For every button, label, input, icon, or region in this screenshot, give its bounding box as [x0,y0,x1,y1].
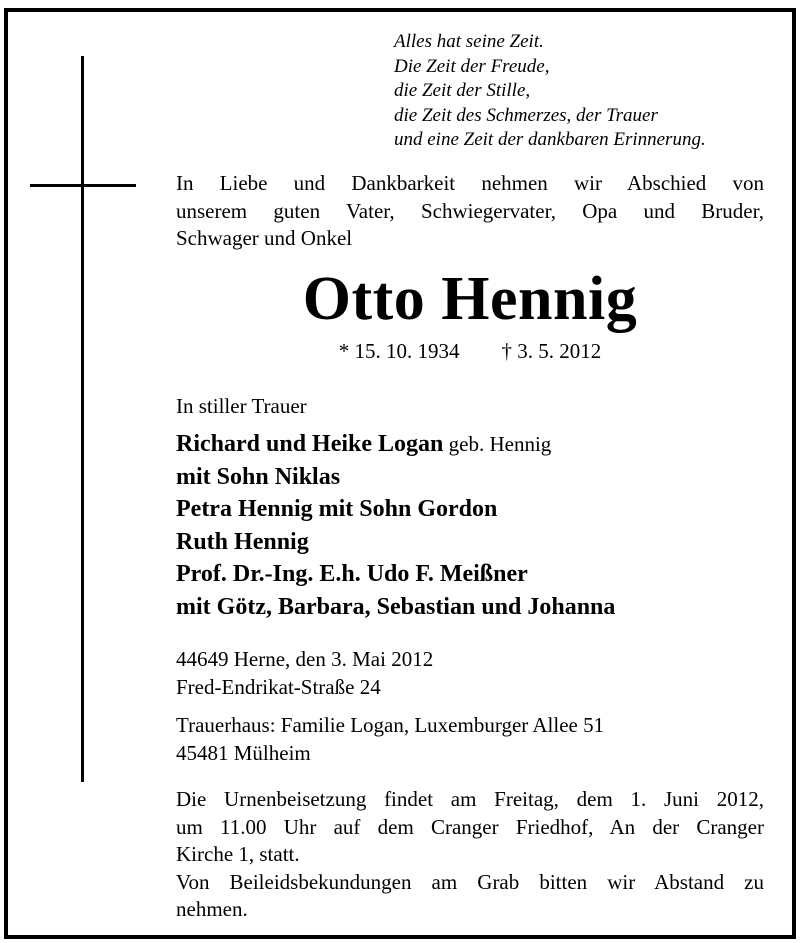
mourning-house [176,712,604,767]
poem-line: die Zeit des Schmerzes, der Trauer [394,104,658,126]
mourner-line: Petra Hennig mit Sohn Gordon [176,496,498,522]
intro-line: Schwager und Onkel [176,226,353,250]
funeral-line: um 11.00 Uhr auf dem Cranger Friedhof, An der Cranger [176,814,764,839]
funeral-line: Kirche 1, statt. [176,842,300,866]
intro-line: unserem guten Vater, Schwiegervater, Opa und Bruder, [176,198,764,223]
mourner-line: Prof. Dr.-Ing. E.h. Udo F. Meißner [176,561,528,587]
mourners-list [176,428,615,623]
place-and-address [176,646,433,701]
poem-line: Alles hat seine Zeit. [394,31,544,52]
place-date: 44649 Herne, den 3. Mai 2012 [176,647,434,671]
poem-line: und eine Zeit der dankbaren Erinnerung. [394,129,706,150]
poem [394,30,706,153]
cross-horizontal-bar [30,184,136,187]
mourning-label: In stiller Trauer [176,394,307,418]
funeral-info [176,786,764,924]
poem-line: Die Zeit der Freude, [394,55,550,77]
mourner-line: Ruth Hennig [176,528,309,555]
funeral-line: Die Urnenbeisetzung findet am Freitag, dem 1. Juni 2012, [176,787,764,811]
mourner-name: Richard und Heike Logan [176,431,444,457]
street-address: Fred-Endrikat-Straße 24 [176,674,381,699]
funeral-line: nehmen. [176,897,248,921]
mourning-house-line: Trauerhaus: Familie Logan, Luxemburger Allee 51 [176,713,605,737]
birth-date: * 15. 10. 1934 [338,339,460,363]
life-dates [176,337,764,365]
cross-vertical-bar [81,56,84,782]
mourner-note: geb. Hennig [443,432,552,456]
funeral-line: Von Beileidsbekundungen am Grab bitten wir Abstand zu [176,869,764,894]
mourner-line: mit Sohn Niklas [176,463,341,490]
deceased-name: Otto Hennig [302,265,638,333]
intro-line: In Liebe und Dankbarkeit nehmen wir Abschied von [176,171,764,195]
mourner-line: mit Götz, Barbara, Sebastian und Johanna [176,593,616,620]
poem-line: die Zeit der Stille, [394,80,531,101]
mourning-house-city: 45481 Mülheim [176,740,311,765]
intro-text [176,170,764,253]
mourner-line [176,428,615,461]
death-date: † 3. 5. 2012 [501,339,602,363]
